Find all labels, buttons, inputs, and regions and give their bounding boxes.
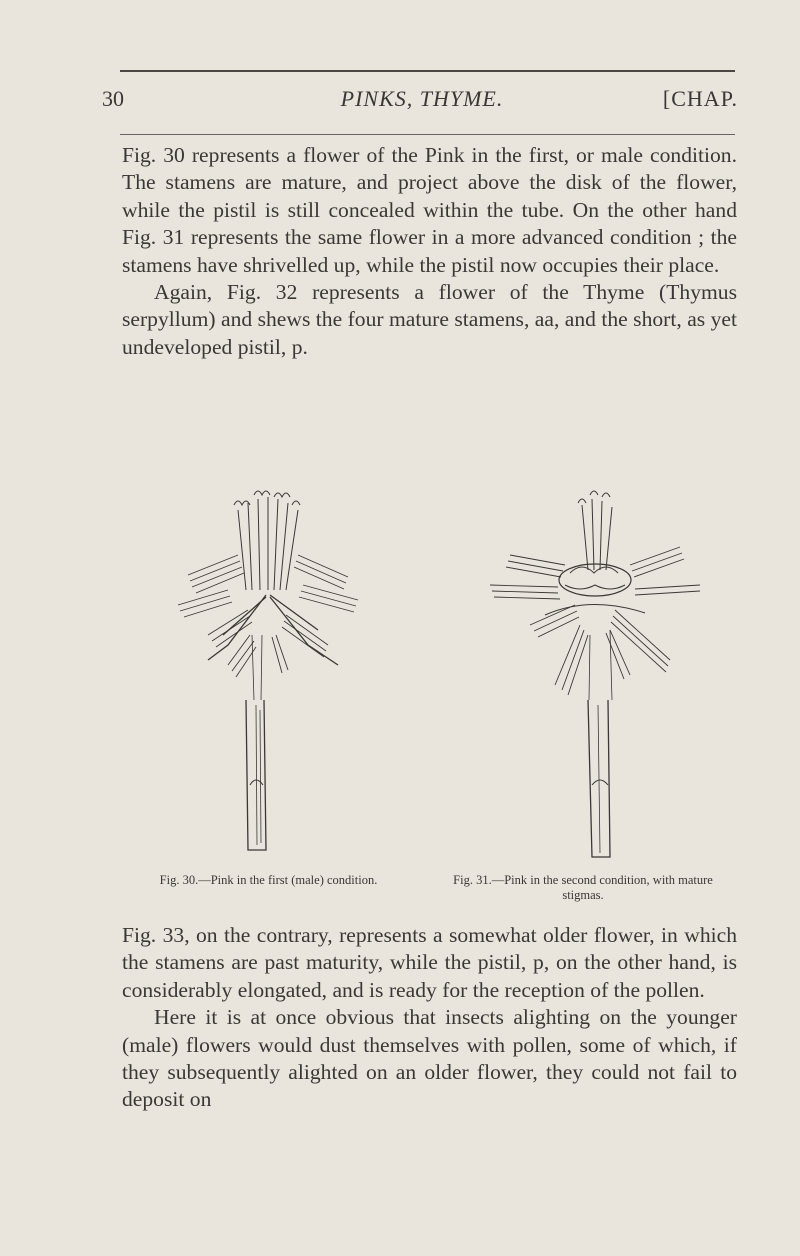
figure-31-illustration [470, 485, 715, 865]
header-rule [120, 134, 735, 135]
page-header [102, 86, 742, 122]
paragraph: Again, Fig. 32 represents a flower of the Thyme (Thymus serpyllum) and shews the four mature stamens, aa, and the short, as yet undeveloped pistil, p. [122, 280, 737, 359]
body-text-top [122, 142, 737, 361]
header-rule [120, 70, 735, 72]
figure-30-caption: Fig. 30.—Pink in the first (male) condition. [159, 873, 378, 887]
paragraph: Fig. 33, on the contrary, represents a somewhat older flower, in which the stamens are past maturity, while the pistil, p, on the other hand, is considerably elongated, and is ready for the reception of the pollen. [122, 923, 737, 1002]
chapter-label: [CHAP. [662, 86, 738, 111]
figure-30-illustration [168, 485, 368, 865]
figure-31-caption: Fig. 31.—Pink in the second condition, with mature stigmas. [453, 873, 713, 902]
paragraph: Fig. 30 represents a flower of the Pink in the first, or male condition. The stamens are mature, and project above the disk of the flower, while the pistil is still concealed within the tube. On the other hand Fig. 31 represents the same flower in a more advanced condition ; the stamens have shrivelled up, while the pistil now occupies their place. [122, 143, 737, 277]
page-number: 30 [102, 86, 124, 111]
running-title: PINKS, THYME. [340, 86, 504, 111]
paragraph: Here it is at once obvious that insects alighting on the younger (male) flowers would dust themselves with pollen, some of which, if they subsequently alighted on an older flower, they could not fail to deposit on [122, 1005, 737, 1112]
body-text-bottom [122, 922, 737, 1114]
